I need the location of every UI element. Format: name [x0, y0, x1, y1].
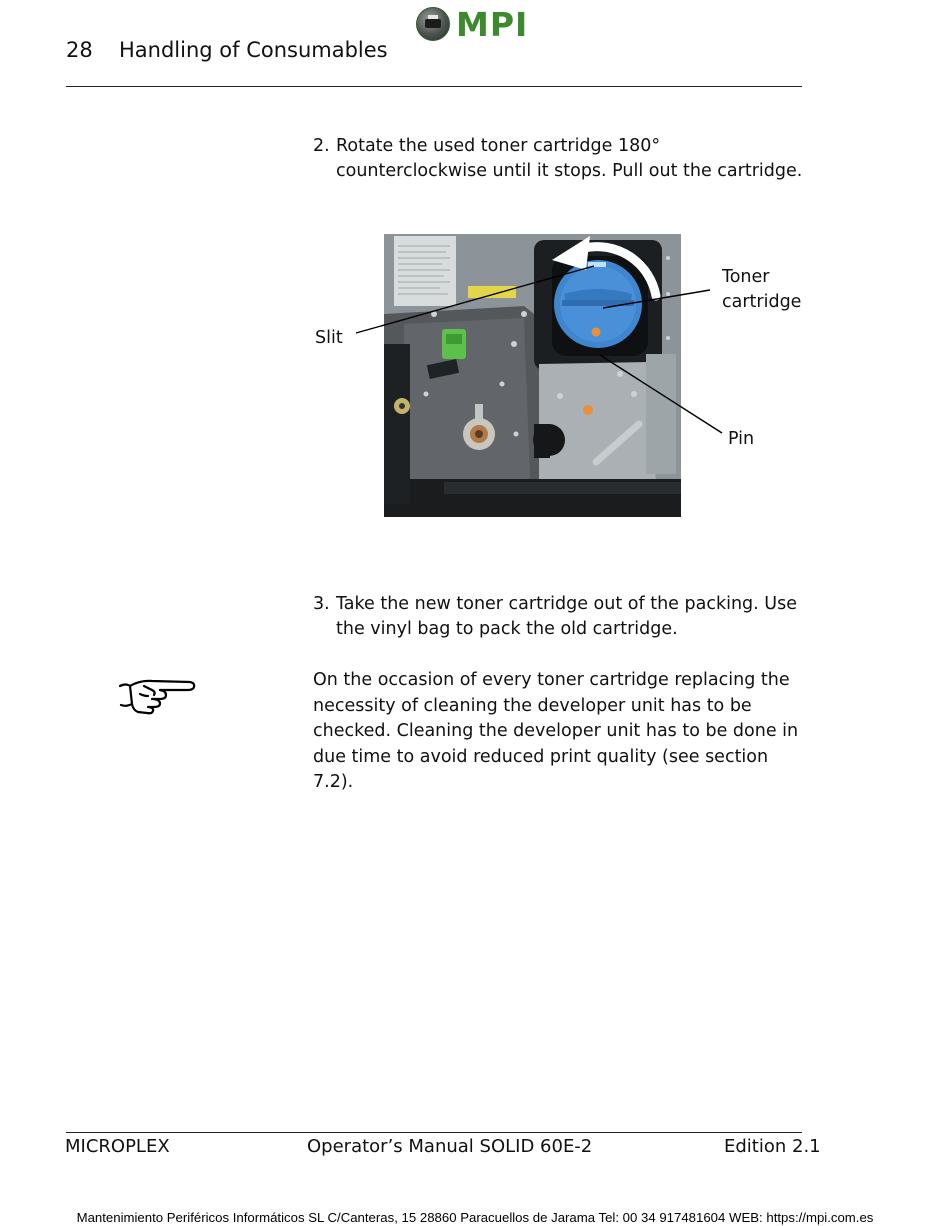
step-text: Take the new toner cartridge out of the packing. Use the vinyl bag to pack the old cartridge. — [336, 594, 797, 639]
step-number: 3. — [313, 594, 330, 614]
logo-text: MPI — [456, 4, 529, 44]
header-divider — [66, 86, 802, 87]
step-3 — [313, 592, 813, 642]
page-number: 28 — [66, 38, 93, 62]
note-text: On the occasion of every toner cartridge replacing the necessity of cleaning the developer unit has to be checked. Cleaning the developer unit has to be done in due time to avoid reduced print quality (see section 7.2). — [313, 670, 799, 792]
company-contact-line: Mantenimiento Periféricos Informáticos SL C/Canteras, 15 28860 Paracuellos de Jarama Tel: 00 34 917481604 WEB: https://mpi.com.es — [76, 1210, 874, 1225]
step-number: 2. — [313, 136, 330, 156]
section-title: Handling of Consumables — [119, 38, 388, 62]
printer-icon — [416, 7, 450, 41]
pointing-hand-icon — [118, 674, 196, 716]
pin-label: Pin — [728, 429, 755, 449]
step-text: Rotate the used toner cartridge 180° counterclockwise until it stops. Pull out the cartridge. — [336, 136, 803, 181]
footer-manual-title: Operator’s Manual SOLID 60E-2 — [307, 1136, 593, 1157]
footer-divider — [66, 1132, 802, 1133]
toner-label-line-2: cartridge — [722, 292, 802, 312]
step-2 — [313, 134, 813, 184]
footer-brand: MICROPLEX — [65, 1136, 170, 1157]
footer-edition: Edition 2.1 — [724, 1136, 821, 1157]
mpi-logo — [416, 6, 538, 42]
slit-label: Slit — [315, 328, 343, 348]
toner-cartridge-label — [722, 265, 801, 315]
toner-label-line-1: Toner — [722, 267, 770, 287]
printer-photo — [384, 234, 681, 517]
